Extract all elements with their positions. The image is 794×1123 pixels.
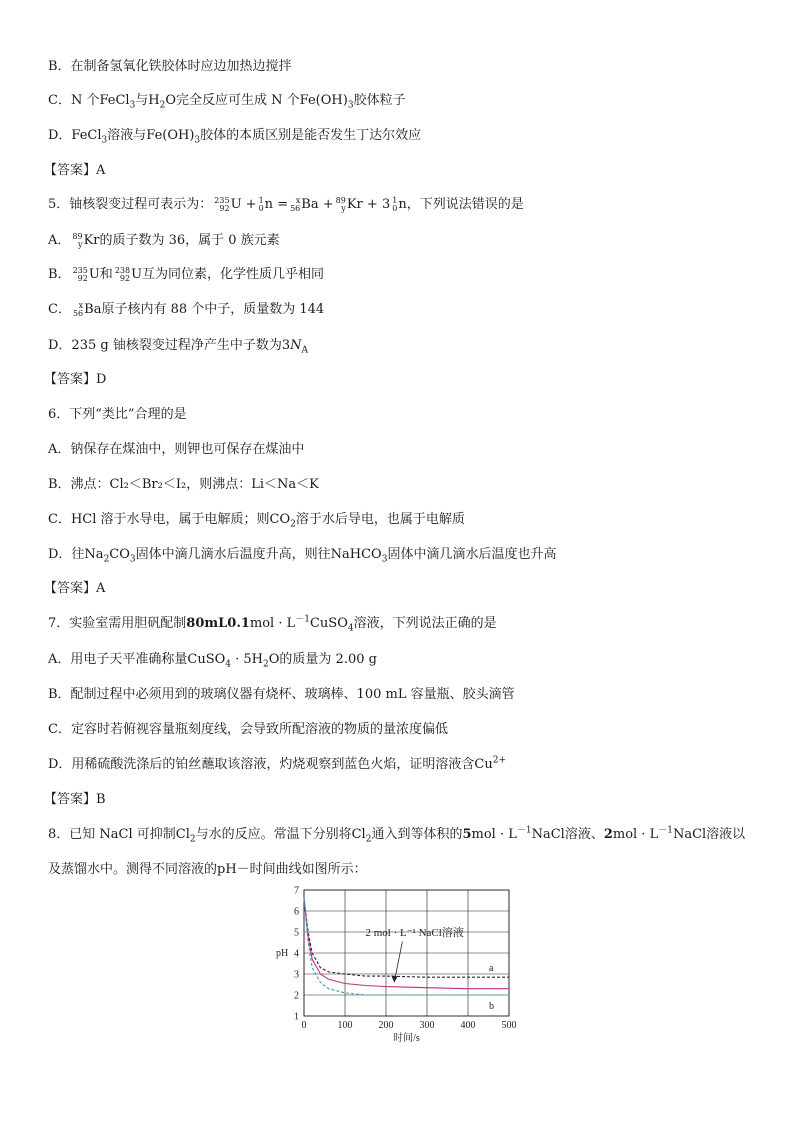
chart-grid [304, 890, 509, 1016]
x-tick-label: 500 [501, 1020, 517, 1031]
q4-option-d: D．FeCl$_3$溶液与$Fe(OH)_3$胶体的本质区别是能否发生丁达尔效应 [48, 128, 422, 146]
annotation-arrowhead [391, 975, 398, 982]
q5-option-b: B． 235 92 U和 238 92 U互为同位素，化学性质几乎相同 [48, 265, 325, 283]
q7-stem: 7．实验室需用胆矾配制$80mL0.1mol \cdot L^{-1}CuSO_4$溶液，下列说法正确的是 [48, 614, 497, 634]
y-tick-label: 6 [294, 906, 299, 918]
x-tick-label: 400 [460, 1020, 476, 1031]
q7-option-a: A．用电子天平准确称量CuSO$_4$ · $5H_2O$的质量为 2.00 g [48, 652, 377, 670]
q4-answer: 【答案】A [44, 163, 106, 178]
q4-option-c: C．N 个FeCl$_3$与$H_2O$完全反应可生成 N 个$Fe(OH)_3$胶体粒子 [48, 93, 406, 111]
q7-answer: 【答案】B [44, 792, 106, 807]
q6-option-d: D．往$Na_2CO_3$固体中滴几滴水后温度升高，则往NaHCO$_3$固体中滴几滴水后温度也升高 [48, 547, 557, 565]
chart-ticks [294, 886, 517, 1032]
q6-option-a: A．钠保存在煤油中，则钾也可保存在煤油中 [48, 442, 305, 457]
x-tick-label: 100 [337, 1020, 353, 1031]
q5-option-a: A． 89 y Kr的质子数为 36，属于 0 族元素 [48, 231, 280, 249]
q6-option-b: B．沸点：Cl₂＜Br₂＜I₂，则沸点：Li＜Na＜K [48, 477, 319, 492]
q8-stem-line2: 及蒸馏水中。测得不同溶液的pH－时间曲线如图所示： [48, 862, 367, 877]
ph-time-chart [270, 880, 530, 1050]
q5-option-d: D．235 g 铀核裂变过程净产生中子数为$3N_A$ [48, 338, 308, 356]
series-label: a [489, 963, 494, 975]
y-tick-label: 4 [294, 948, 299, 960]
x-axis-label: 时间/s [393, 1033, 420, 1044]
x-tick-label: 0 [301, 1020, 307, 1031]
q6-answer: 【答案】A [44, 581, 106, 596]
x-tick-label: 300 [419, 1020, 435, 1031]
q4-option-b: B．在制备氢氧化铁胶体时应边加热边搅拌 [48, 59, 292, 74]
q6-stem: 6．下列“类比”合理的是 [48, 407, 187, 422]
q7-option-d: D．用稀硫酸洗涤后的铂丝蘸取该溶液，灼烧观察到蓝色火焰，证明溶液含$Cu^{2+}$ [48, 755, 507, 772]
q6-option-c: C．HCl 溶于水导电，属于电解质；则$CO_2$溶于水后导电，也属于电解质 [48, 512, 465, 530]
q5-option-c: C． x 56 Ba原子核内有 88 个中子，质量数为 144 [48, 300, 325, 318]
y-axis-label: pH [276, 948, 289, 959]
series-line [304, 898, 509, 988]
q7-option-c: C．定容时若俯视容量瓶刻度线，会导致所配溶液的物质的量浓度偏低 [48, 722, 448, 737]
y-tick-label: 3 [294, 969, 299, 981]
q5-stem: 5．铀核裂变过程可表示为： 235 92 U + 1 0 n = x 56 Ba + 89 y Kr + 3 1 0 n，下列说法错误的是 [48, 195, 524, 213]
y-tick-label: 5 [294, 927, 299, 939]
y-tick-label: 2 [294, 990, 299, 1002]
q5-answer: 【答案】D [44, 372, 107, 387]
y-tick-label: 1 [294, 1011, 299, 1023]
y-tick-label: 7 [294, 885, 299, 897]
series-label: b [489, 1001, 494, 1012]
x-tick-label: 200 [378, 1020, 394, 1031]
chart-annotation: 2 mol · L⁻¹ NaCl溶液 [365, 927, 464, 940]
q8-stem: 8．已知 NaCl 可抑制$Cl_2$与水的反应。常温下分别将$Cl_2$通入到等体积的$5mol \cdot L^{-1}NaCl$溶液、$2mol \cdot L^{-1}NaCl$溶液以 [48, 825, 746, 845]
q7-option-b: B．配制过程中必须用到的玻璃仪器有烧杯、玻璃棒、100 mL 容量瓶、胶头滴管 [48, 687, 515, 702]
